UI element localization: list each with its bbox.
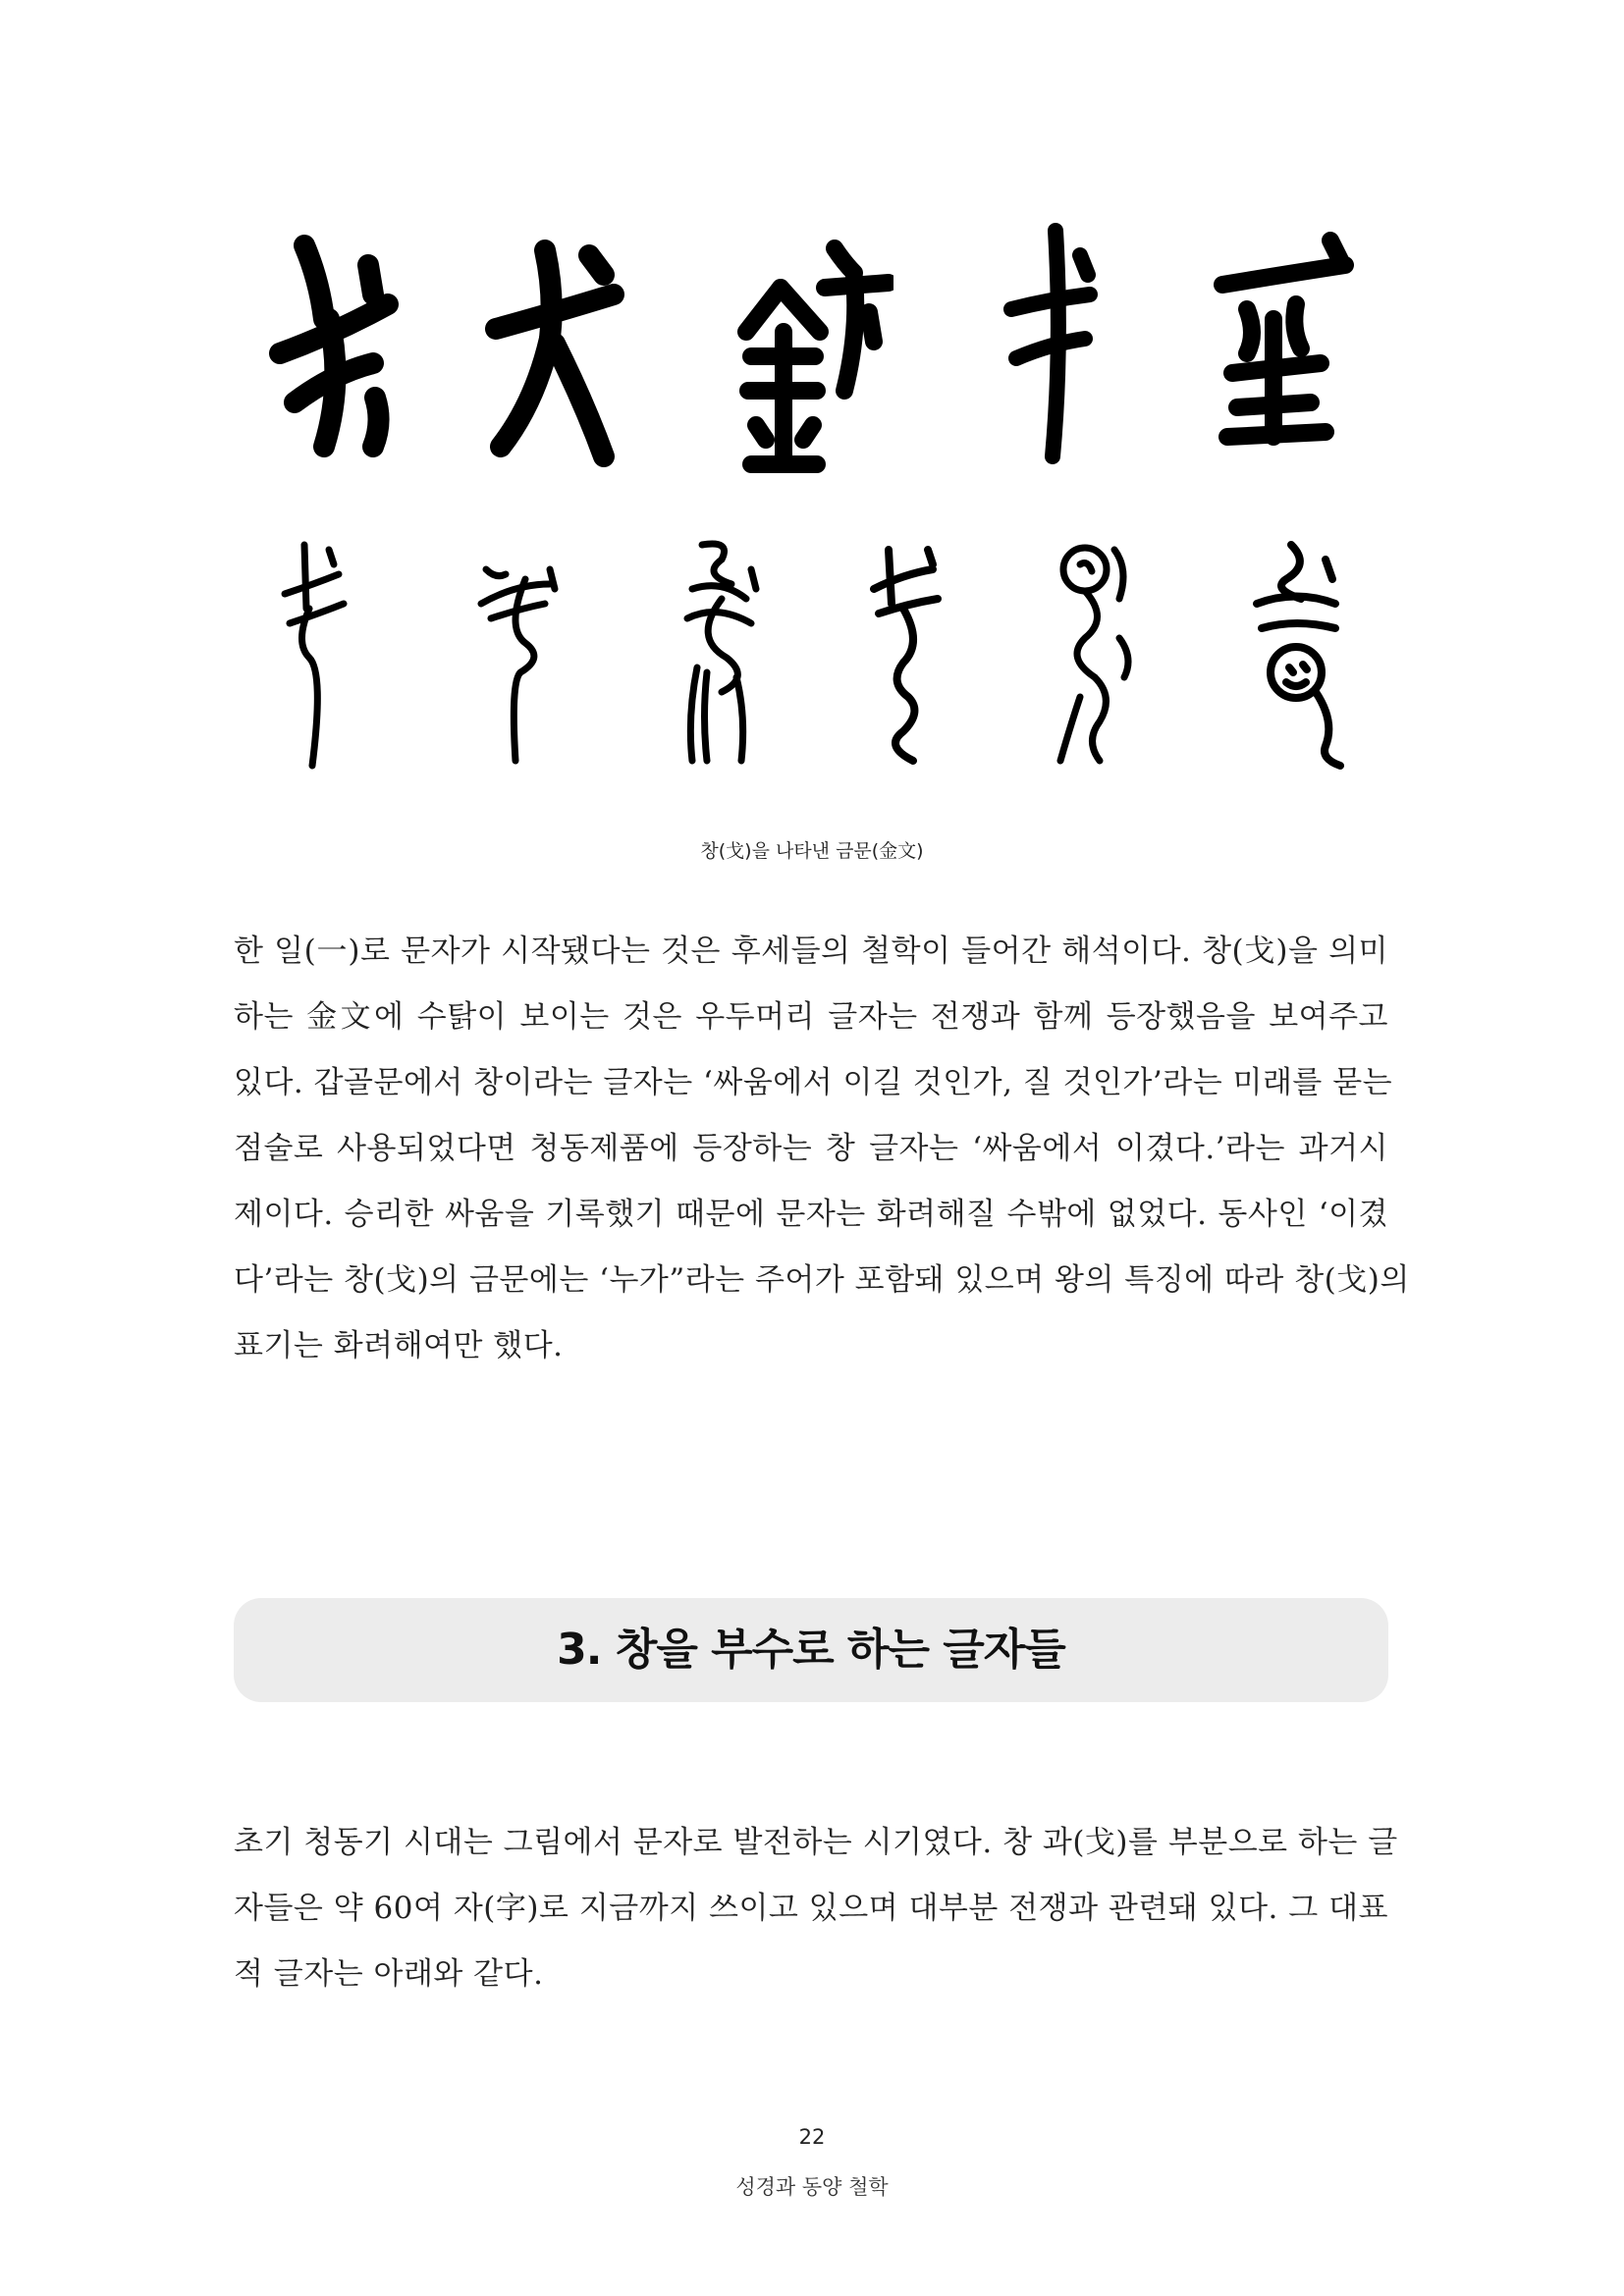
paragraph-line: 다’라는 창(戈)의 금문에는 ‘누가”라는 주어가 포함돼 있으며 왕의 특징에 따라 창(戈)의	[234, 1262, 1410, 1298]
bronze-script-ge-2	[481, 236, 628, 471]
bronze-script-ge-1	[265, 226, 403, 461]
section-title: 3. 창을 부수로 하는 글자들	[557, 1625, 1065, 1675]
paragraph-line: 있다. 갑골문에서 창이라는 글자는 ‘싸움에서 이길 것인가, 질 것인가’라는 미래를 묻는	[234, 1065, 1393, 1100]
figure-caption: 창(戈)을 나타낸 금문(金文)	[700, 840, 924, 862]
section-heading-box	[234, 1598, 1388, 1702]
body-paragraph-2	[234, 1810, 1398, 2007]
bronze-script-ge-4	[1001, 221, 1100, 466]
bronze-script-ge-8	[663, 530, 771, 771]
bronze-script-ge-3	[727, 234, 893, 479]
paragraph-line: 표기는 화려해여만 했다.	[234, 1328, 564, 1363]
bronze-script-figure	[0, 0, 1624, 805]
bronze-script-ge-10	[1041, 530, 1149, 771]
bronze-script-ge-11	[1242, 535, 1350, 771]
paragraph-line: 하는 金文에 수탉이 보이는 것은 우두머리 글자는 전쟁과 함께 등장했음을 보여주고	[234, 999, 1388, 1035]
paragraph-line: 적 글자는 아래와 같다.	[234, 1956, 544, 1992]
paragraph-line: 제이다. 승리한 싸움을 기록했기 때문에 문자는 화려해질 수밖에 없었다. 동사인 ‘이겼	[234, 1197, 1388, 1232]
bronze-script-ge-9	[864, 535, 952, 771]
page-number: 22	[798, 2125, 826, 2149]
bronze-script-ge-6	[275, 535, 353, 771]
body-paragraph-1	[234, 919, 1410, 1379]
paragraph-line: 한 일(一)로 문자가 시작됐다는 것은 후세들의 철학이 들어간 해석이다. 창(戈)을 의미	[234, 934, 1388, 969]
bronze-script-ge-5	[1203, 226, 1360, 452]
paragraph-line: 점술로 사용되었다면 청동제품에 등장하는 창 글자는 ‘싸움에서 이겼다.’라는 과거시	[234, 1131, 1388, 1166]
bronze-script-ge-7	[466, 550, 565, 771]
paragraph-line: 초기 청동기 시대는 그림에서 문자로 발전하는 시기였다. 창 과(戈)를 부분으로 하는 글	[234, 1825, 1398, 1860]
book-title-footer: 성경과 동양 철학	[735, 2175, 889, 2199]
paragraph-line: 자들은 약 60여 자(字)로 지금까지 쓰이고 있으며 대부분 전쟁과 관련돼 있다. 그 대표	[234, 1891, 1388, 1926]
